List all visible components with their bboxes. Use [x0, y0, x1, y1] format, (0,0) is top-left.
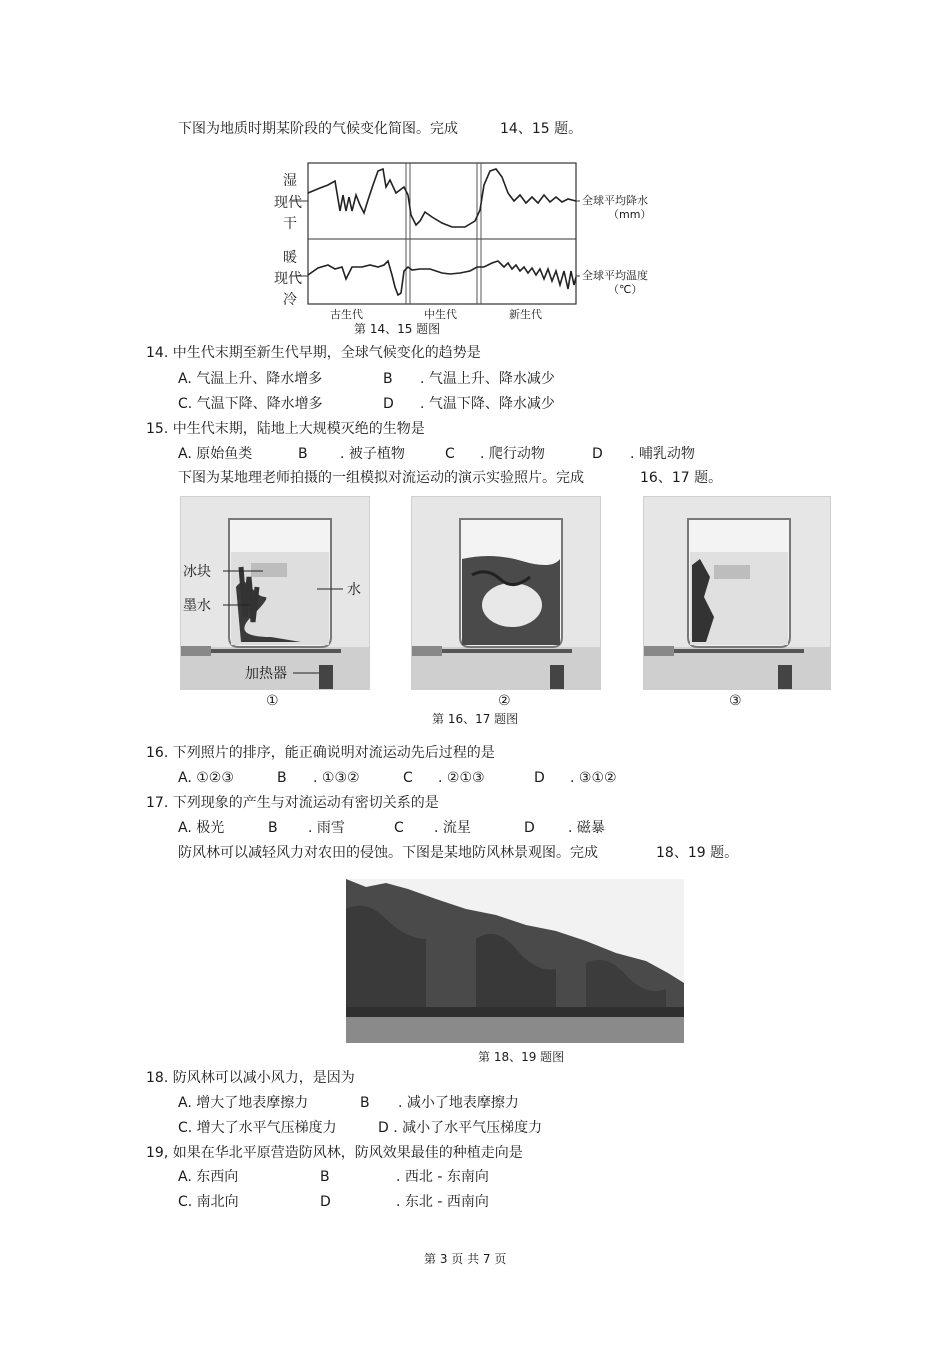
page-footer: 第 3 页 共 7 页 — [424, 1252, 507, 1266]
q19-option-d-letter: D — [320, 1194, 331, 1210]
q19-option-a: A. 东西向 — [178, 1169, 239, 1185]
label-ice: 冰块 — [183, 564, 211, 580]
figure-caption-14-15: 第 14、15 题图 — [354, 322, 441, 336]
q19-option-b-letter: B — [320, 1169, 330, 1185]
windbreak-photo — [346, 879, 684, 1043]
q19-option-b: . 西北 - 东南向 — [396, 1169, 489, 1185]
chart-label-dry: 干 — [283, 216, 297, 232]
question-15: 15. 中生代末期，陆地上大规模灭绝的生物是 — [146, 421, 425, 437]
q17-option-a: A. 极光 — [178, 820, 225, 836]
climate-chart — [270, 155, 690, 340]
question-17: 17. 下列现象的产生与对流运动有密切关系的是 — [146, 795, 439, 811]
question-18: 18. 防风林可以减小风力，是因为 — [146, 1070, 355, 1086]
q14-option-b: . 气温上升、降水减少 — [420, 371, 555, 387]
q17-option-d-letter: D — [524, 820, 535, 836]
label-water: 水 — [347, 582, 361, 598]
q15-option-c: . 爬行动物 — [480, 446, 545, 462]
figure-caption-16-17: 第 16、17 题图 — [432, 712, 519, 726]
photo-number-2: ② — [498, 693, 511, 709]
q16-option-b: . ①③② — [313, 770, 360, 786]
chart-label-wet: 湿 — [283, 173, 297, 189]
q17-option-b: . 雨雪 — [308, 820, 345, 836]
q15-option-b: . 被子植物 — [340, 446, 405, 462]
era-mesozoic: 中生代 — [424, 308, 457, 321]
q15-option-d-letter: D — [592, 446, 603, 462]
intro-16-17: 下图为某地理老师拍摄的一组模拟对流运动的演示实验照片。完成 16、17 题。 — [178, 470, 723, 486]
experiment-photo-2 — [411, 496, 601, 690]
experiment-photo-3 — [643, 496, 831, 690]
q16-option-b-letter: B — [277, 770, 287, 786]
intro-18-19: 防风林可以减轻风力对农田的侵蚀。下图是某地防风林景观图。完成 18、19 题。 — [178, 845, 739, 861]
chart-label-cold: 冷 — [283, 292, 297, 308]
intro-14-15: 下图为地质时期某阶段的气候变化简图。完成 14、15 题。 — [178, 121, 583, 137]
chart-label-precip-unit: （mm） — [608, 208, 652, 221]
chart-label-temp-unit: （℃） — [608, 283, 643, 296]
photo-number-1: ① — [266, 693, 279, 709]
q17-option-c: . 流星 — [434, 820, 471, 836]
q16-option-c: . ②①③ — [438, 770, 485, 786]
era-cenozoic: 新生代 — [509, 308, 542, 321]
chart-label-temp: 全球平均温度 — [582, 269, 648, 282]
q15-option-b-letter: B — [298, 446, 308, 462]
q15-option-c-letter: C — [445, 446, 455, 462]
q19-option-d: . 东北 - 西南向 — [396, 1194, 489, 1210]
q15-option-d: . 哺乳动物 — [630, 446, 695, 462]
q14-option-a: A. 气温上升、降水增多 — [178, 371, 323, 387]
q15-option-a: A. 原始鱼类 — [178, 446, 253, 462]
chart-label-modern-bottom: 现代 — [274, 271, 302, 287]
q14-option-c: C. 气温下降、降水增多 — [178, 396, 323, 412]
q18-option-a: A. 增大了地表摩擦力 — [178, 1095, 309, 1111]
q17-option-c-letter: C — [394, 820, 404, 836]
photo-number-3: ③ — [729, 693, 742, 709]
chart-label-precip: 全球平均降水 — [582, 194, 648, 207]
q17-option-d: . 磁暴 — [568, 820, 605, 836]
era-paleozoic: 古生代 — [330, 308, 363, 321]
q19-option-c: C. 南北向 — [178, 1194, 239, 1210]
q18-option-d: D . 减小了水平气压梯度力 — [378, 1120, 543, 1136]
experiment-photo-1 — [180, 496, 370, 690]
figure-caption-18-19: 第 18、19 题图 — [478, 1050, 565, 1064]
q14-option-d: . 气温下降、降水减少 — [420, 396, 555, 412]
question-16: 16. 下列照片的排序，能正确说明对流运动先后过程的是 — [146, 745, 495, 761]
q16-option-d-letter: D — [534, 770, 545, 786]
chart-label-modern-top: 现代 — [274, 195, 302, 211]
q17-option-b-letter: B — [268, 820, 278, 836]
q16-option-c-letter: C — [403, 770, 413, 786]
q14-option-d-letter: D — [383, 396, 394, 412]
q16-option-d: . ③①② — [570, 770, 617, 786]
label-ink: 墨水 — [183, 598, 211, 614]
q18-option-b-letter: B — [360, 1095, 370, 1111]
chart-label-warm: 暖 — [283, 250, 297, 266]
question-14: 14. 中生代末期至新生代早期，全球气候变化的趋势是 — [146, 345, 481, 361]
q16-option-a: A. ①②③ — [178, 770, 234, 786]
label-heater: 加热器 — [245, 666, 287, 682]
q18-option-b: . 减小了地表摩擦力 — [398, 1095, 519, 1111]
q18-option-c: C. 增大了水平气压梯度力 — [178, 1120, 337, 1136]
question-19: 19, 如果在华北平原营造防风林，防风效果最佳的种植走向是 — [146, 1145, 523, 1161]
q14-option-b-letter: B — [383, 371, 393, 387]
